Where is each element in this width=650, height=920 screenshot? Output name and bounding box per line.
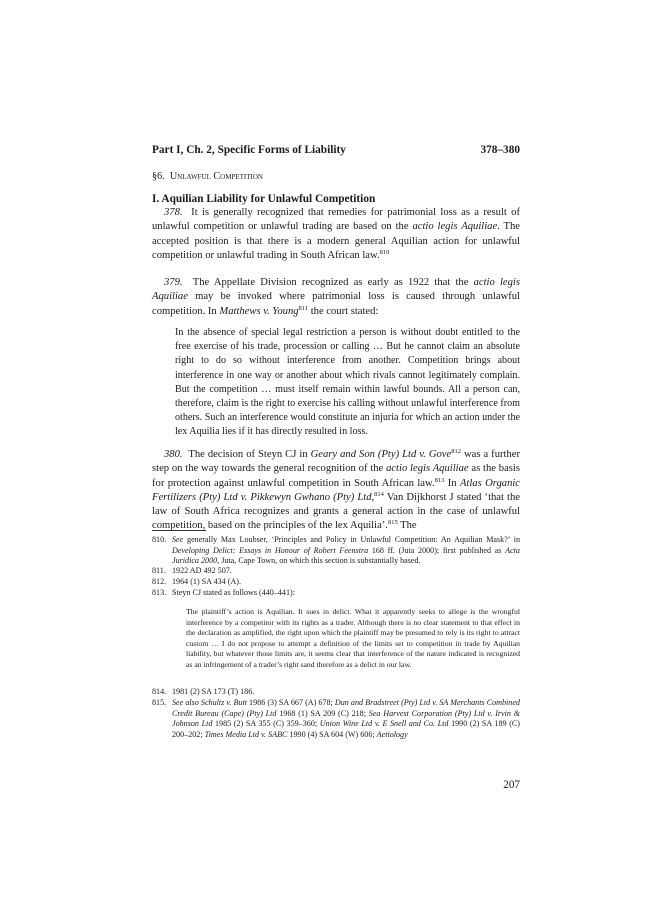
footnote-ref[interactable]: 812: [451, 448, 461, 455]
paragraph-number: 378.: [164, 207, 183, 218]
footnote-text: 1968 (1) SA 209 (C) 218;: [276, 708, 369, 718]
paragraph-text: ,: [371, 491, 375, 503]
footnote-text: 1990 (4) SA 604 (W) 606;: [287, 729, 377, 739]
footnote-number: 812.: [152, 577, 167, 586]
paragraph-379: [152, 276, 520, 319]
footnote-ref[interactable]: 813: [434, 476, 445, 484]
footnote-number: 815.: [152, 698, 167, 707]
paragraph-text: The Appellate Division recognized as early as 1922 that the: [192, 277, 474, 288]
footnote-number: 813.: [152, 588, 167, 597]
case-name: Atlas Organic Fertilizers (Pty) Ltd v. Pikkewyn Gwhano (Pty) Ltd: [152, 477, 521, 503]
footnote-text: 1990 (2) SA 189 (C) 200–202;: [172, 719, 520, 739]
case-name: Matthews v. Young: [219, 305, 299, 317]
case-name: Union Wine Ltd v. E Snell and Co. Ltd: [319, 719, 449, 729]
footnote-ref[interactable]: 810: [379, 248, 390, 256]
footnote-text: 1964 (1) SA 434 (A).: [172, 577, 242, 586]
paragraph-text: . The accepted position is that there is a modern general Aquilian action for unlawful competition or unlawful trading in South African law.: [152, 221, 520, 261]
paragraph-text: In: [444, 477, 460, 489]
case-name: Geary and Son (Pty) Ltd v. Gove: [310, 449, 452, 460]
footnote-813-quote: The plaintiff’s action is Aquilian. It sues in delict. What it apparently seeks to allege is the wrongful interference by a competitor with its rights as a trader. Although there is no clear statement to that effect in the declaration as amplified, the right upon which the plaintiff may be presumed to rely is its right to attract custom … I do not propose to attempt a definition of the limits set to competition in trade by Aquilian liability, but whatever those limits are, it seems clear that interference of the nature indicated is recognized as an infringement of a trader’s right sand therefore as a delict in our law.: [186, 607, 520, 669]
subsection-heading: I. Aquilian Liability for Unlawful Competition: [152, 193, 376, 205]
footnote-italic: Developing Delict: Essays in Honour of Robert Feenstra: [172, 545, 369, 555]
footnote-812: [152, 577, 520, 588]
footnote-text: generally Max Loubser, ‘Principles and Policy in Unlawful Competition: An Aquilian Mask?’ in: [183, 535, 520, 544]
footnote-text: 1981 (2) SA 173 (T) 186.: [172, 687, 255, 696]
footnote-text: 1985 (2) SA 355 (C) 359–360;: [212, 719, 320, 729]
paragraph-italic: actio legis Aquiliae: [386, 463, 469, 475]
paragraph-text: as the basis for protection against unlawful competition in South African law.: [152, 463, 520, 489]
paragraph-378: [152, 206, 520, 263]
section-mark: §6.: [152, 171, 165, 182]
paragraph-text: It is generally recognized that remedies for patrimonial loss as a result of unlawful competition or unlawful trading are based on the: [152, 207, 520, 233]
footnote-ref[interactable]: 811: [298, 304, 309, 312]
case-name: Dun and Bradstreet (Pty) Ltd v. SA Merchants Combined Credit Bureau (Cape) (Pty) Ltd: [172, 698, 520, 718]
page-number: 207: [503, 779, 520, 791]
paragraph-italic: actio legis Aquiliae: [152, 277, 520, 303]
footnote-number: 810.: [152, 535, 167, 544]
paragraph-text: was a further step on the way towards the general recognition of the: [152, 449, 520, 475]
footnote-italic: Acta Juridica 2000: [172, 545, 520, 566]
footnote-italic: Aetiology: [376, 729, 408, 739]
footnote-text: 1986 (3) SA 667 (A) 678;: [246, 698, 335, 707]
paragraph-italic: actio legis Aquiliae: [412, 221, 498, 233]
paragraph-text: The: [397, 520, 417, 532]
paragraph-number: 380.: [164, 449, 183, 460]
paragraph-380: [152, 448, 520, 534]
footnote-number: 811.: [152, 566, 166, 575]
footnote-810: [152, 535, 520, 567]
paragraph-text: may be invoked where patrimonial loss is caused through unlawful competition. In: [152, 291, 520, 317]
footnote-text: Steyn CJ stated as follows (440–441):: [172, 588, 295, 597]
case-name: See also Schultz v. Butt: [172, 698, 247, 707]
footnote-815: [152, 698, 520, 740]
footnote-divider: [152, 530, 206, 531]
footnote-ref[interactable]: 814: [374, 490, 384, 498]
paragraph-text: Van Dijkhorst J stated ‘that the law of South Africa recognizes and grants a general action in the case of unlawful competition, based on the principles of the lex Aquilia’.: [152, 491, 520, 532]
paragraph-text: the court stated:: [308, 305, 379, 317]
footnote-ref[interactable]: 815: [387, 519, 398, 527]
footnote-number: 814.: [152, 687, 167, 696]
footnote-text: 168 ff. (Juta 2000); first published as: [368, 545, 506, 555]
block-quote: In the absence of special legal restriction a person is without doubt entitled to the free exercise of his trade, procession or calling … But he cannot claim an absolute right to do so without interference from another. Competition brings about interference in one way or another about which rivals cannot legitimately complain. But the competition … must itself remain within lawful bounds. All a person can, therefore, claim is the right to exercise his calling without unlawful interference from others. Such an interference would constitute an injuria for which an action under the lex Aquilia lies if it has directly resulted in loss.: [175, 327, 520, 438]
section-label: [152, 171, 263, 182]
footnote-italic: See: [172, 535, 184, 544]
paragraph-text: The decision of Steyn CJ in: [188, 449, 311, 460]
footnote-text: , Juta, Cape Town, on which this section is substantially based.: [217, 556, 421, 566]
footnote-814: [152, 687, 520, 698]
case-name: Times Media Ltd v. SABC: [204, 729, 288, 739]
running-header: [152, 144, 520, 160]
section-title: Unlawful Competition: [169, 171, 263, 182]
footnote-811: [152, 566, 520, 577]
running-header-paragraph-range: 378–380: [480, 144, 520, 156]
footnote-813: [152, 588, 520, 599]
footnote-text: 1922 AD 492 507.: [172, 566, 232, 575]
case-name: Sea Harvest Corporation (Pty) Ltd v. Irvin & Johnson Ltd: [172, 708, 521, 729]
paragraph-number: 379.: [164, 277, 183, 288]
running-header-title: Part I, Ch. 2, Specific Forms of Liability: [152, 144, 346, 156]
